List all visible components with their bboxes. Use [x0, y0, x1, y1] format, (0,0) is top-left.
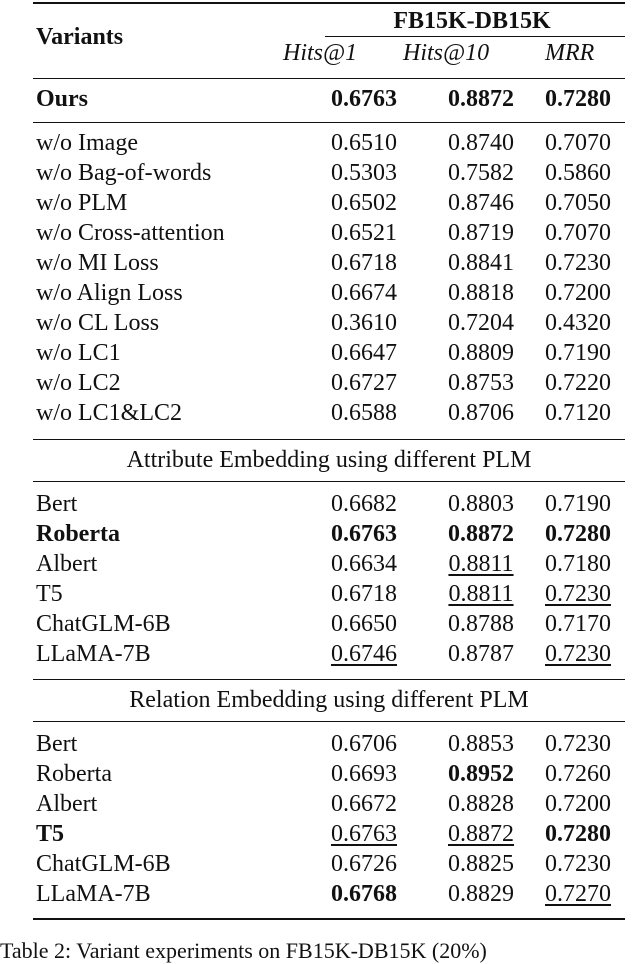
cell-hits1: 0.6634	[331, 551, 397, 577]
variants-header: Variants	[36, 24, 124, 50]
cell-hits10: 0.8829	[448, 881, 514, 907]
cell-hits1: 0.6588	[331, 400, 397, 426]
row-label: T5	[36, 581, 63, 607]
cell-hits1: 0.6672	[331, 791, 397, 817]
row-label: w/o PLM	[36, 190, 128, 216]
cell-hits10: 0.8872	[448, 86, 514, 112]
cell-hits10: 0.8952	[448, 761, 514, 787]
cell-hits10: 0.8787	[448, 641, 514, 667]
table-row	[33, 879, 625, 909]
cell-hits1: 0.6647	[331, 340, 397, 366]
cell-hits1: 0.6521	[331, 220, 397, 246]
row-label: Albert	[36, 551, 98, 577]
table-row	[33, 368, 625, 398]
row-label: ChatGLM-6B	[36, 611, 171, 637]
cell-hits10: 0.8753	[448, 370, 514, 396]
metric-hits1-header: Hits@1	[283, 40, 358, 66]
table-row	[33, 278, 625, 308]
table-row-ours	[33, 84, 625, 114]
row-label: Roberta	[36, 521, 120, 547]
attr-title-rule	[33, 481, 625, 482]
cell-hits1: 0.6718	[331, 250, 397, 276]
table-row	[33, 128, 625, 158]
cell-mrr: 0.7280	[545, 821, 611, 847]
metric-mrr-header: MRR	[545, 40, 595, 66]
attr-bottom-rule	[33, 679, 625, 680]
table-row	[33, 489, 625, 519]
cell-mrr: 0.7230	[545, 641, 611, 667]
cell-mrr: 0.7220	[545, 370, 611, 396]
group-underline	[325, 36, 625, 37]
top-rule	[33, 2, 625, 4]
cell-hits10: 0.8746	[448, 190, 514, 216]
cell-hits10: 0.8719	[448, 220, 514, 246]
table-row	[33, 549, 625, 579]
cell-mrr: 0.7230	[545, 851, 611, 877]
cell-hits10: 0.8872	[448, 821, 514, 847]
cell-hits1: 0.6763	[331, 821, 397, 847]
row-label: w/o Image	[36, 130, 138, 156]
cell-mrr: 0.5860	[545, 160, 611, 186]
row-label: Roberta	[36, 761, 112, 787]
table-row	[33, 308, 625, 338]
table-row	[33, 609, 625, 639]
row-label: w/o LC1	[36, 340, 121, 366]
table-row	[33, 519, 625, 549]
cell-mrr: 0.7280	[545, 521, 611, 547]
cell-hits10: 0.8706	[448, 400, 514, 426]
cell-mrr: 0.7230	[545, 731, 611, 757]
cell-mrr: 0.7050	[545, 190, 611, 216]
cell-mrr: 0.7200	[545, 280, 611, 306]
table-row	[33, 849, 625, 879]
cell-hits1: 0.6718	[331, 581, 397, 607]
cell-hits10: 0.8872	[448, 521, 514, 547]
cell-hits10: 0.8740	[448, 130, 514, 156]
bottom-rule	[33, 918, 625, 920]
cell-mrr: 0.7190	[545, 340, 611, 366]
row-label: Ours	[36, 86, 89, 112]
row-label: w/o Cross-attention	[36, 220, 225, 246]
cell-mrr: 0.7280	[545, 86, 611, 112]
metric-hits10-header: Hits@10	[403, 40, 490, 66]
row-label: w/o Align Loss	[36, 280, 183, 306]
cell-hits1: 0.6763	[331, 521, 397, 547]
cell-hits10: 0.7582	[448, 160, 514, 186]
rel-title-rule	[33, 721, 625, 722]
cell-hits10: 0.7204	[448, 310, 514, 336]
table-row	[33, 158, 625, 188]
table-row	[33, 789, 625, 819]
row-label: w/o CL Loss	[36, 310, 160, 336]
cell-mrr: 0.4320	[545, 310, 611, 336]
table-caption: Table 2: Variant experiments on FB15K-DB15K (20%)	[0, 938, 487, 963]
table-row	[33, 579, 625, 609]
row-label: w/o MI Loss	[36, 250, 159, 276]
cell-hits1: 0.6706	[331, 731, 397, 757]
cell-mrr: 0.7270	[545, 881, 611, 907]
cell-hits10: 0.8811	[448, 581, 514, 607]
cell-hits1: 0.3610	[331, 310, 397, 336]
row-label: T5	[36, 821, 65, 847]
row-label: Bert	[36, 491, 78, 517]
cell-hits1: 0.6726	[331, 851, 397, 877]
cell-hits1: 0.6682	[331, 491, 397, 517]
row-label: Bert	[36, 731, 78, 757]
cell-hits10: 0.8828	[448, 791, 514, 817]
row-label: w/o Bag-of-words	[36, 160, 212, 186]
cell-mrr: 0.7180	[545, 551, 611, 577]
cell-hits1: 0.6650	[331, 611, 397, 637]
cell-hits1: 0.5303	[331, 160, 397, 186]
ablation-bottom-rule	[33, 439, 625, 440]
cell-hits1: 0.6763	[331, 86, 397, 112]
table-row	[33, 398, 625, 428]
cell-mrr: 0.7200	[545, 791, 611, 817]
cell-mrr: 0.7070	[545, 220, 611, 246]
table-row	[33, 759, 625, 789]
row-label: ChatGLM-6B	[36, 851, 171, 877]
cell-hits10: 0.8841	[448, 250, 514, 276]
table-row	[33, 188, 625, 218]
cell-mrr: 0.7230	[545, 250, 611, 276]
cell-mrr: 0.7190	[545, 491, 611, 517]
cell-hits1: 0.6768	[331, 881, 397, 907]
table-row	[33, 218, 625, 248]
row-label: w/o LC1&LC2	[36, 400, 183, 426]
cell-hits10: 0.8811	[448, 551, 514, 577]
cell-hits1: 0.6693	[331, 761, 397, 787]
table-row	[33, 338, 625, 368]
table-row	[33, 639, 625, 669]
table-row	[33, 819, 625, 849]
cell-hits10: 0.8788	[448, 611, 514, 637]
row-label: LLaMA-7B	[36, 881, 151, 907]
cell-hits1: 0.6727	[331, 370, 397, 396]
row-label: w/o LC2	[36, 370, 121, 396]
row-label: LLaMA-7B	[36, 641, 151, 667]
relation-section-title: Relation Embedding using different PLM	[129, 687, 529, 713]
cell-mrr: 0.7120	[545, 400, 611, 426]
cell-hits1: 0.6502	[331, 190, 397, 216]
cell-mrr: 0.7070	[545, 130, 611, 156]
cell-mrr: 0.7230	[545, 581, 611, 607]
cell-hits1: 0.6510	[331, 130, 397, 156]
dataset-header: FB15K-DB15K	[393, 8, 551, 34]
cell-hits10: 0.8825	[448, 851, 514, 877]
attribute-section-title: Attribute Embedding using different PLM	[126, 447, 532, 473]
cell-hits10: 0.8853	[448, 731, 514, 757]
cell-mrr: 0.7170	[545, 611, 611, 637]
cell-hits10: 0.8809	[448, 340, 514, 366]
table-row	[33, 729, 625, 759]
row-label: Albert	[36, 791, 98, 817]
cell-hits1: 0.6746	[331, 641, 397, 667]
cell-hits10: 0.8803	[448, 491, 514, 517]
cell-hits1: 0.6674	[331, 280, 397, 306]
ours-rule	[33, 122, 625, 123]
header-rule	[33, 78, 625, 79]
cell-mrr: 0.7260	[545, 761, 611, 787]
cell-hits10: 0.8818	[448, 280, 514, 306]
table-row	[33, 248, 625, 278]
